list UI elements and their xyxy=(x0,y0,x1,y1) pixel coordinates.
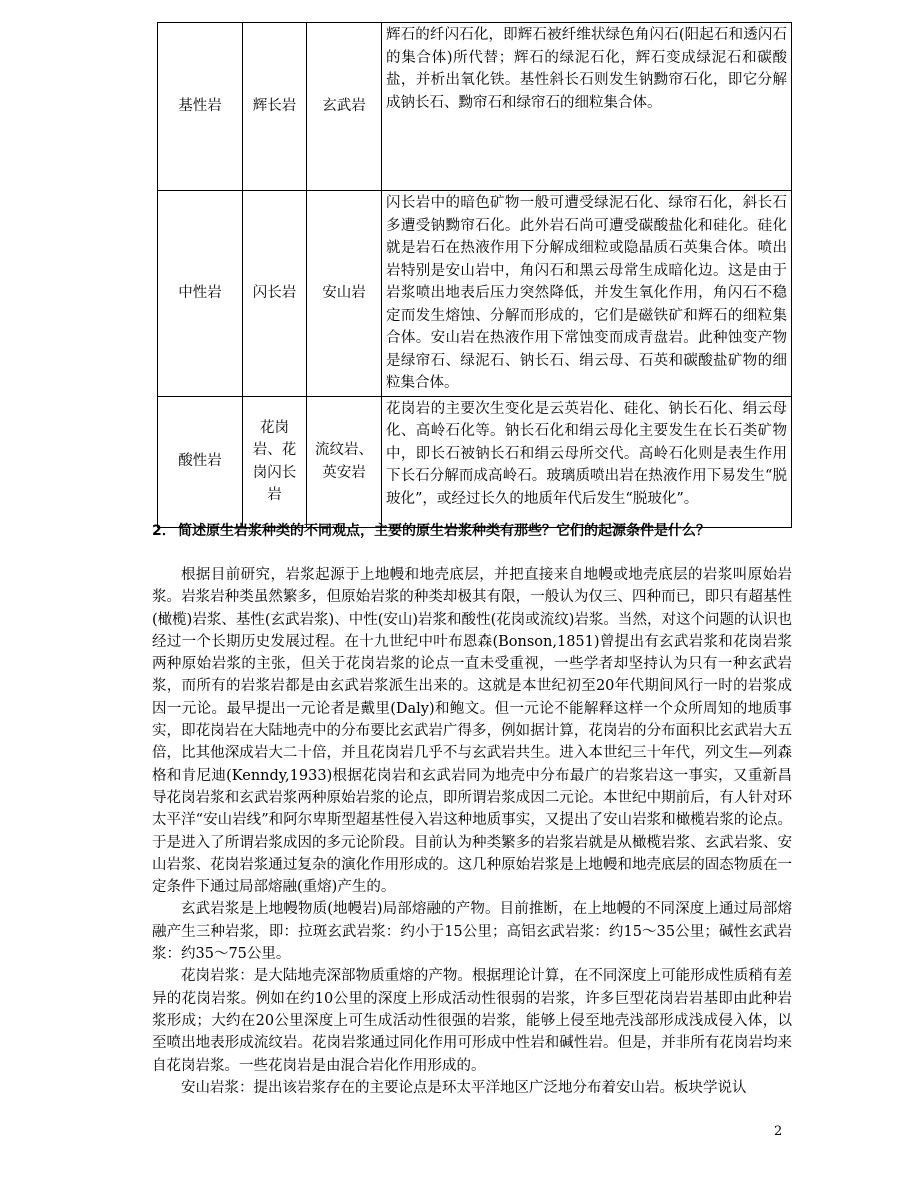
table-row xyxy=(158,191,792,397)
paragraph: 玄武岩浆是上地幔物质(地幔岩)局部熔融的产物。目前推断，在上地幔的不同深度上通过局部熔融产生三种岩浆，即：拉斑玄武岩浆：约小于15公里；高铝玄武岩浆：约15～35公里；碱性玄武岩浆：约35～75公里。 xyxy=(152,901,792,963)
question-text: 简述原生岩浆种类的不同观点，主要的原生岩浆种类有那些？它们的起源条件是什么？ xyxy=(178,523,710,539)
rock-type-cell: 基性岩 xyxy=(158,23,243,191)
extrusive-rock-cell: 安山岩 xyxy=(307,191,382,397)
answer-body xyxy=(152,564,792,1099)
alteration-cell: 辉石的纤闪石化，即辉石被纤维状绿色角闪石(阳起石和透闪石的集合体)所代替；辉石的绿泥石化，辉石变成绿泥石和碳酸盐，并析出氧化铁。基性斜长石则发生钠黝帘石化，即它分解成钠长石、黝帘石和绿帘石的细粒集合体。 xyxy=(382,23,792,191)
table-row xyxy=(158,23,792,191)
alteration-cell: 闪长岩中的暗色矿物一般可遭受绿泥石化、绿帘石化，斜长石多遭受钠黝帘石化。此外岩石尚可遭受碳酸盐化和硅化。硅化就是岩石在热液作用下分解成细粒或隐晶质石英集合体。喷出岩特别是安山岩中，角闪石和黑云母常生成暗化边。这是由于岩浆喷出地表后压力突然降低，并发生氧化作用，角闪石不稳定而发生熔蚀、分解而形成的，它们是磁铁矿和辉石的细粒集合体。安山岩在热液作用下常蚀变而成青盘岩。此种蚀变产物是绿帘石、绿泥石、钠长石、绢云母、石英和碳酸盐矿物的细粒集合体。 xyxy=(382,191,792,397)
rock-type-cell: 酸性岩 xyxy=(158,396,243,527)
paragraph: 根据目前研究，岩浆起源于上地幔和地壳底层，并把直接来自地幔或地壳底层的岩浆叫原始岩浆。岩浆岩种类虽然繁多，但原始岩浆的种类却极其有限，一般认为仅三、四种而已，即只有超基性(橄榄)岩浆、基性(玄武岩浆)、中性(安山)岩浆和酸性(花岗或流纹)岩浆。当然，对这个问题的认识也经过一个长期历史发展过程。在十九世纪中叶布恩森(Bonson,1851)曾提出有玄武岩浆和花岗岩浆两种原始岩浆的主张，但关于花岗岩浆的论点一直未受重视，一些学者却坚持认为只有一种玄武岩浆，而所有的岩浆岩都是由玄武岩浆派生出来的。这就是本世纪初至20年代期间风行一时的岩浆成因一元论。最早提出一元论者是戴里(Daly)和鲍文。但一元论不能解释这样一个众所周知的地质事实，即花岗岩在大陆地壳中的分布要比玄武岩广得多，例如据计算，花岗岩的分布面积比玄武岩大五倍，比其他深成岩大二十倍，并且花岗岩几乎不与玄武岩共生。进入本世纪三十年代，列文生—列森格和肯尼迪(Kenndy,1933)根据花岗岩和玄武岩同为地壳中分布最广的岩浆岩这一事实，又重新昌导花岗岩浆和玄武岩浆两种原始岩浆的论点，即所谓岩浆成因二元论。本世纪中期前后，有人针对环太平洋“安山岩线”和阿尔卑斯型超基性侵入岩这种地质事实，又提出了安山岩浆和橄榄岩浆的论点。于是进入了所谓岩浆成因的多元论阶段。目前认为种类繁多的岩浆岩就是从橄榄岩浆、玄武岩浆、安山岩浆、花岗岩浆通过复杂的演化作用形成的。这几种原始岩浆是上地幔和地壳底层的固态物质在一定条件下通过局部熔融(重熔)产生的。 xyxy=(152,567,792,896)
question-heading xyxy=(152,520,792,542)
table-row xyxy=(158,396,792,527)
question-number: 2． xyxy=(152,523,176,539)
intrusive-rock-cell: 辉长岩 xyxy=(243,23,307,191)
page-number: 2 xyxy=(774,1124,783,1139)
extrusive-rock-cell: 流纹岩、英安岩 xyxy=(307,396,382,527)
rock-type-cell: 中性岩 xyxy=(158,191,243,397)
alteration-cell: 花岗岩的主要次生变化是云英岩化、硅化、钠长石化、绢云母化、高岭石化等。钠长石化和绢云母化主要发生在长石类矿物中，即长石被钠长石和绢云母所交代。高岭石化则是表生作用下长石分解而成高岭石。玻璃质喷出岩在热液作用下易发生“脱玻化”，或经过长久的地质年代后发生“脱玻化”。 xyxy=(382,396,792,527)
rock-alteration-table xyxy=(157,22,792,528)
paragraph: 花岗岩浆：是大陆地壳深部物质重熔的产物。根据理论计算，在不同深度上可能形成性质稍有差异的花岗岩浆。例如在约10公里的深度上形成活动性很弱的岩浆，许多巨型花岗岩岩基即由此种岩浆形成；大约在20公里深度上可生成活动性很强的岩浆，能够上侵至地壳浅部形成浅成侵入体，以至喷出地表形成流纹岩。花岗岩浆通过同化作用可形成中性岩和碱性岩。但是，并非所有花岗岩均来自花岗岩浆。一些花岗岩是由混合岩化作用形成的。 xyxy=(152,968,792,1074)
paragraph: 安山岩浆：提出该岩浆存在的主要论点是环太平洋地区广泛地分布着安山岩。板块学说认 xyxy=(181,1079,747,1096)
intrusive-rock-cell: 花岗岩、花岗闪长岩 xyxy=(243,396,307,527)
intrusive-rock-cell: 闪长岩 xyxy=(243,191,307,397)
extrusive-rock-cell: 玄武岩 xyxy=(307,23,382,191)
